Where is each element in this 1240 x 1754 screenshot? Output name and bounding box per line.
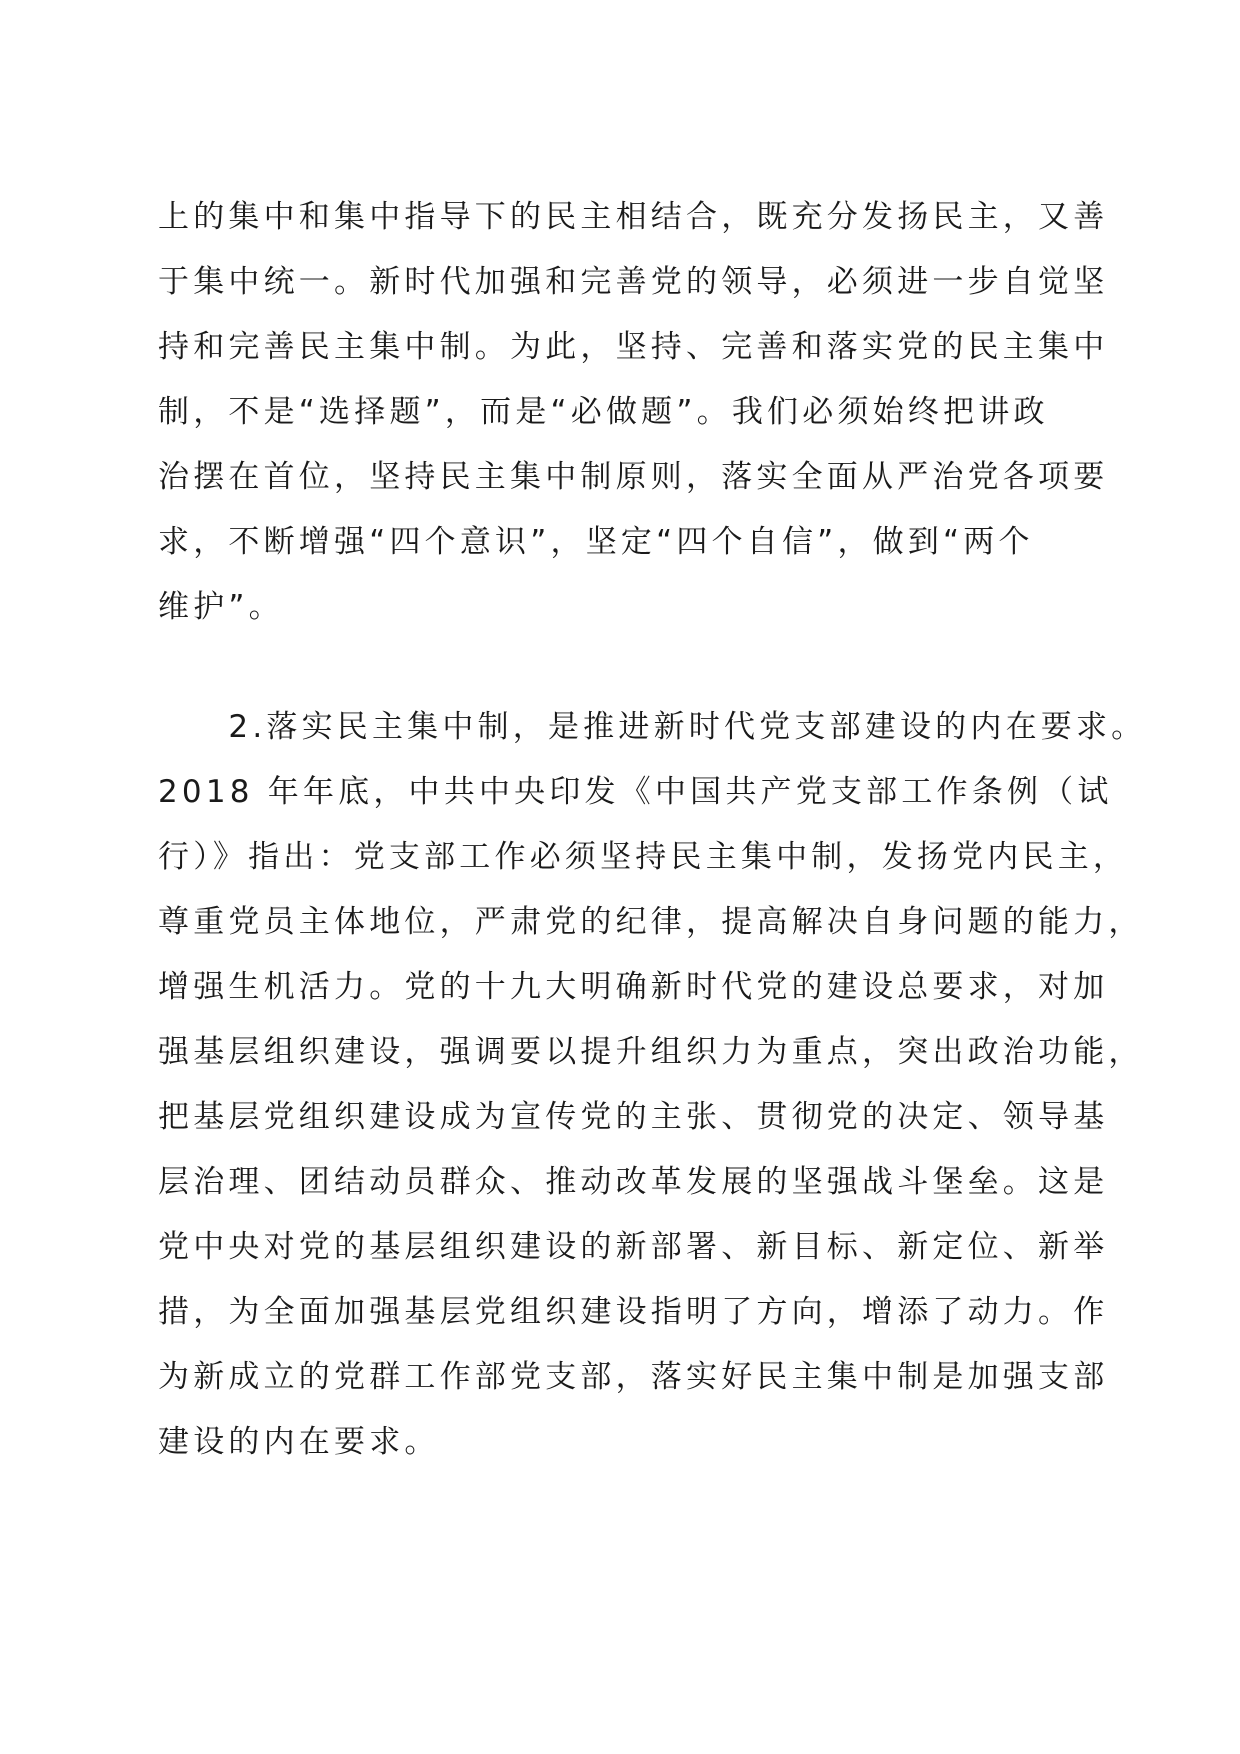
paragraph-line: 2.落实民主集中制，是推进新时代党支部建设的内在要求。 <box>158 709 1147 745</box>
paragraph-line: 于集中统一。新时代加强和完善党的领导，必须进一步自觉坚 <box>158 264 1109 300</box>
paragraph-line: 把基层党组织建设成为宣传党的主张、贯彻党的决定、领导基 <box>158 1099 1109 1135</box>
paragraph-line: 行）》指出：党支部工作必须坚持民主集中制，发扬党内民主， <box>158 839 1129 875</box>
paragraph-line: 持和完善民主集中制。为此，坚持、完善和落实党的民主集中 <box>158 329 1109 365</box>
paragraph-1 <box>158 185 1109 640</box>
paragraph-line: 上的集中和集中指导下的民主相结合，既充分发扬民主，又善 <box>158 199 1109 235</box>
paragraph-line: 党中央对党的基层组织建设的新部署、新目标、新定位、新举 <box>158 1229 1109 1265</box>
paragraph-line: 2018 年年底，中共中央印发《中国共产党支部工作条例（试 <box>158 774 1113 810</box>
paragraph-line: 强基层组织建设，强调要以提升组织力为重点，突出政治功能， <box>158 1034 1144 1070</box>
paragraph-line: 措，为全面加强基层党组织建设指明了方向，增添了动力。作 <box>158 1294 1109 1330</box>
paragraph-line: 求，不断增强“四个意识”，坚定“四个自信”，做到“两个 <box>158 524 1034 560</box>
paragraph-line: 层治理、团结动员群众、推动改革发展的坚强战斗堡垒。这是 <box>158 1164 1109 1200</box>
paragraph-line: 尊重党员主体地位，严肃党的纪律，提高解决自身问题的能力， <box>158 904 1144 940</box>
paragraph-line: 治摆在首位，坚持民主集中制原则，落实全面从严治党各项要 <box>158 459 1109 495</box>
paragraph-line: 维护”。 <box>158 589 284 625</box>
paragraph-line: 制，不是“选择题”，而是“必做题”。我们必须始终把讲政 <box>158 394 1049 430</box>
paragraph-line: 增强生机活力。党的十九大明确新时代党的建设总要求，对加 <box>158 969 1109 1005</box>
paragraph-2 <box>158 695 1147 1475</box>
paragraph-line: 为新成立的党群工作部党支部，落实好民主集中制是加强支部 <box>158 1359 1109 1395</box>
paragraph-line: 建设的内在要求。 <box>158 1424 440 1460</box>
